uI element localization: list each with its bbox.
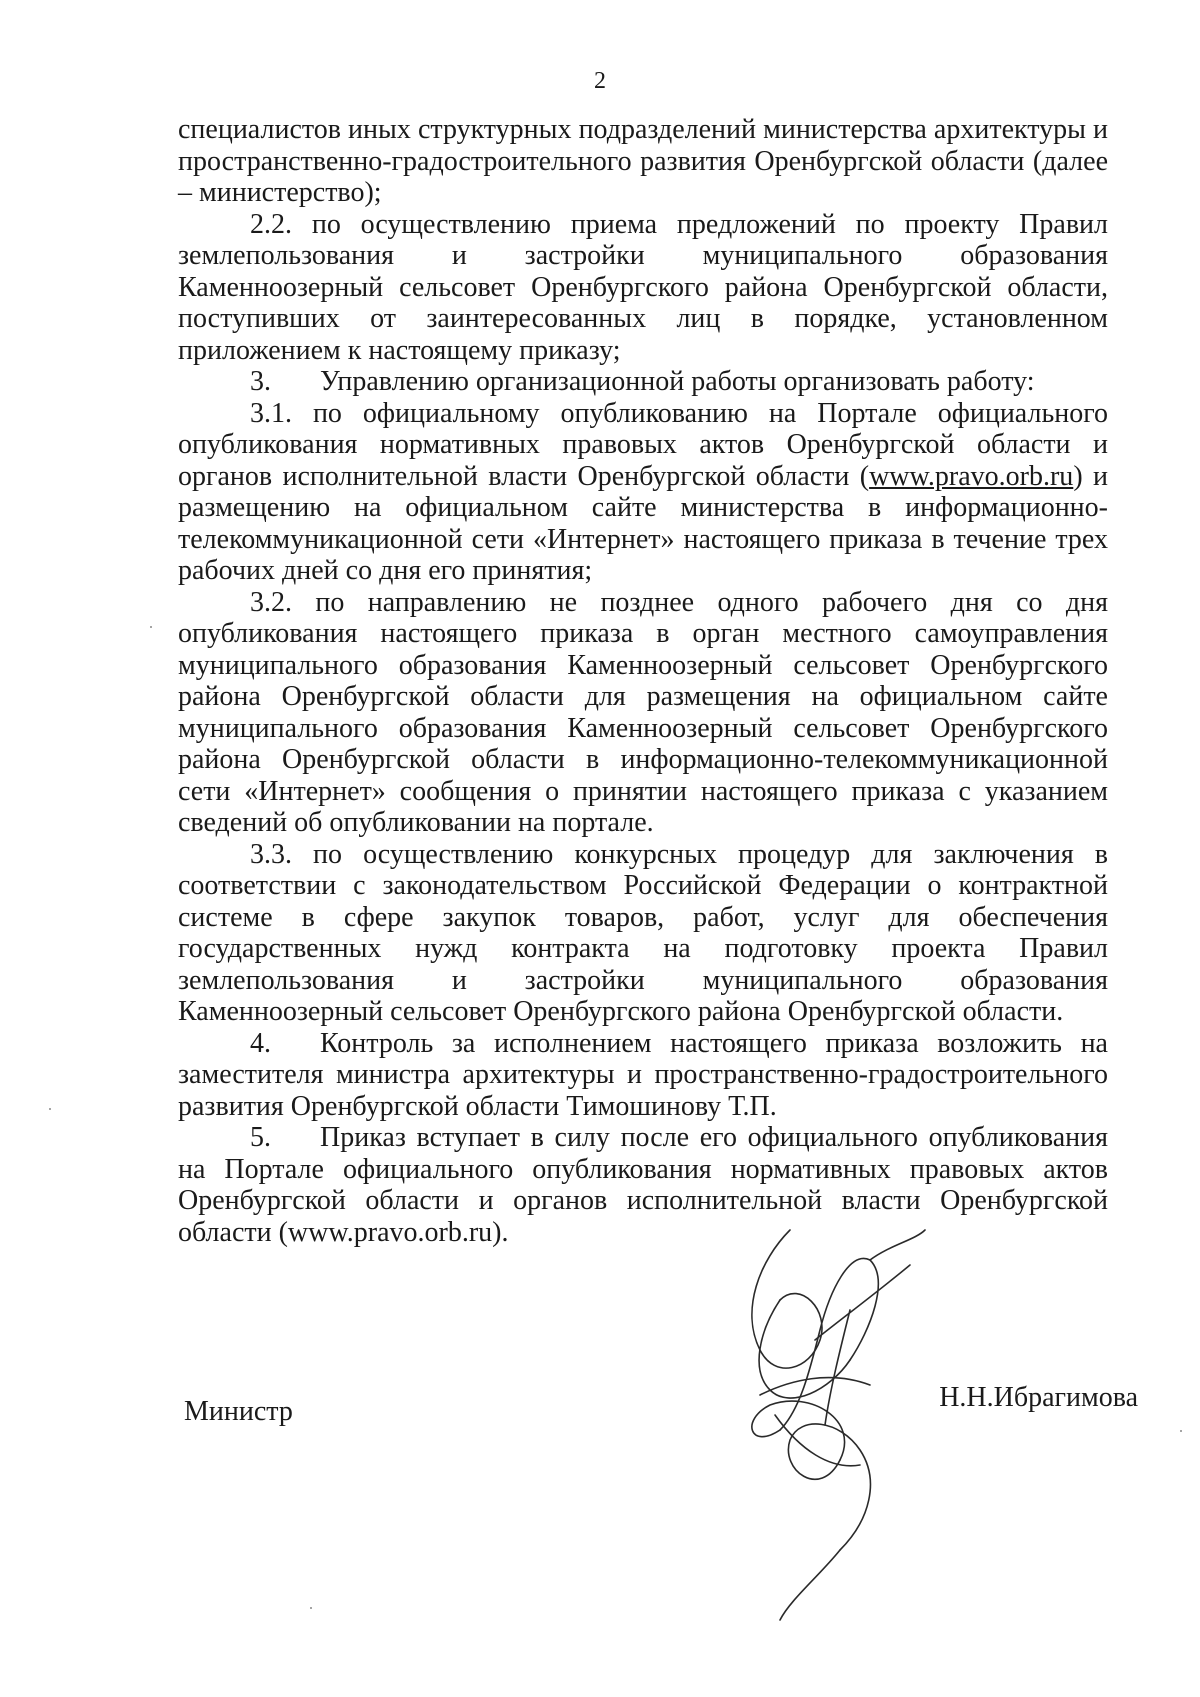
page-number: 2 (594, 68, 606, 94)
paragraph-continuation: специалистов иных структурных подразделений министерства архитектуры и пространственно-градостроительного развития Оренбургской области (далее – министерство); (178, 114, 1108, 208)
item-text: Управлению организационной работы организовать работу: (320, 366, 1035, 397)
paragraph-5 (178, 1122, 1108, 1248)
paragraph-2-2: 2.2. по осуществлению приема предложений по проекту Правил землепользования и застройки муниципального образования Каменноозерный сельсовет Оренбургского района Оренбургской области, поступивших от заинтересованных лиц в порядке, установленном приложением к настоящему приказу; (178, 208, 1108, 366)
signature-block (178, 1380, 1138, 1427)
paragraph-3-1 (178, 398, 1108, 587)
item-text: Приказ вступает в силу после его официального опубликования на Портале официального опубликования нормативных правовых актов Оренбургской области и органов исполнительной власти Оренбургской области (www.pravo.orb.ru). (178, 1122, 1108, 1248)
scan-speck (310, 1607, 312, 1609)
text-before-link: 3.1. по официальному опубликованию на Портале официального опубликования нормативных правовых актов Оренбургской области и органов исполнительной власти Оренбургской области ( (178, 397, 1108, 492)
scan-speck (1180, 1430, 1182, 1432)
document-body (178, 114, 1108, 1248)
paragraph-3 (178, 366, 1108, 398)
handwritten-signature (720, 1220, 960, 1640)
signatory-title: Министр (184, 1396, 293, 1427)
scan-speck (49, 1108, 51, 1110)
paragraph-3-2: 3.2. по направлению не позднее одного рабочего дня со дня опубликования настоящего приказа в орган местного самоуправления муниципального образования Каменноозерный сельсовет Оренбургского района Оренбургской области для размещения на официальном сайте муниципального образования Каменноозерный сельсовет Оренбургского района Оренбургской области в информационно-телекоммуникационной сети «Интернет» сообщения о принятии настоящего приказа с указанием сведений об опубликовании на портале. (178, 586, 1108, 838)
item-number: 3. (250, 366, 271, 397)
scan-speck (150, 626, 152, 628)
item-number: 5. (250, 1122, 271, 1153)
paragraph-4 (178, 1028, 1108, 1123)
paragraph-3-3: 3.3. по осуществлению конкурсных процедур для заключения в соответствии с законодательством Российской Федерации о контрактной системе в сфере закупок товаров, работ, услуг для обеспечения государственных нужд контракта на подготовку проекта Правил землепользования и застройки муниципального образования Каменноозерный сельсовет Оренбургского района Оренбургской области. (178, 838, 1108, 1027)
text-after-link: ) и размещению на официальном сайте министерства в информационно-телекоммуникационной сети «Интернет» настоящего приказа в течение трех рабочих дней со дня его принятия; (178, 460, 1108, 586)
signatory-name: Н.Н.Ибрагимова (939, 1382, 1138, 1413)
portal-link[interactable]: www.pravo.orb.ru (869, 460, 1074, 492)
item-number: 4. (250, 1027, 271, 1059)
item-text: Контроль за исполнением настоящего приказа возложить на заместителя министра архитектуры и пространственно-градостроительного развития Оренбургской области Тимошинову Т.П. (178, 1027, 1108, 1122)
